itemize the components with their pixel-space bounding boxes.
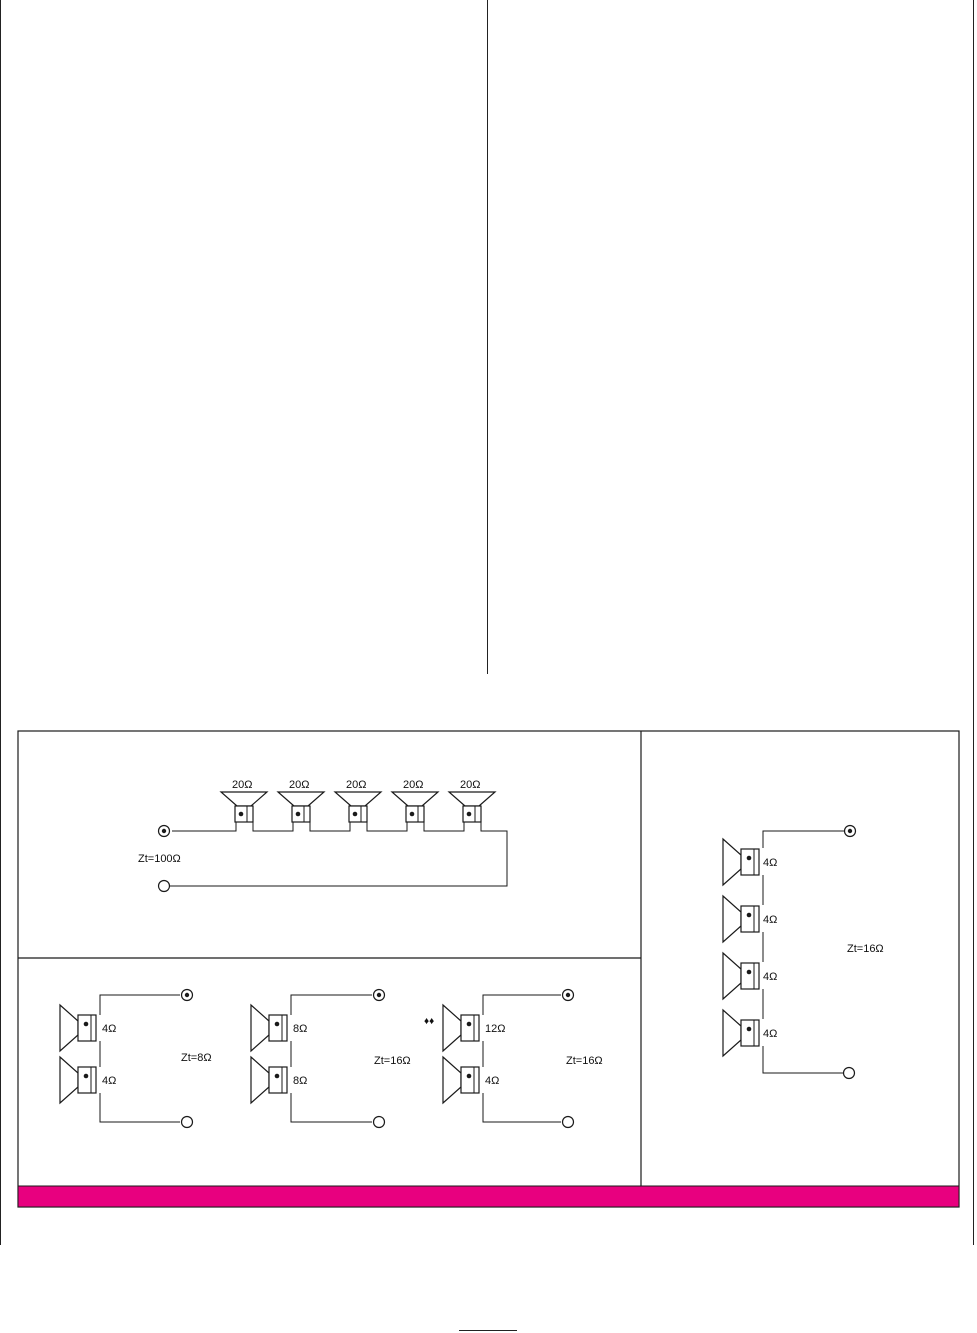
speaker-magnet xyxy=(349,806,367,822)
speaker-magnet xyxy=(235,806,253,822)
panel-pair-a xyxy=(60,990,212,1128)
speaker-impedance-label: 4Ω xyxy=(763,1028,778,1040)
speaker-icon xyxy=(723,953,777,999)
polarity-dot xyxy=(747,913,752,918)
speaker-icon xyxy=(221,779,267,822)
wire xyxy=(367,822,407,831)
speaker-impedance-label: 4Ω xyxy=(102,1023,117,1035)
speaker-icon xyxy=(723,1010,777,1056)
speaker-cone xyxy=(60,1005,78,1051)
speaker-impedance-label: 8Ω xyxy=(293,1023,308,1035)
polarity-dot xyxy=(467,1022,472,1027)
positive-terminal-dot xyxy=(377,993,381,997)
speaker-icon xyxy=(723,839,777,885)
wire xyxy=(253,822,293,831)
speaker-impedance-label: 20Ω xyxy=(460,779,481,791)
speaker-icon xyxy=(251,1057,307,1103)
polarity-dot xyxy=(84,1074,89,1079)
total-impedance-label: Zt=16Ω xyxy=(374,1055,411,1067)
speaker-impedance-label: 4Ω xyxy=(763,857,778,869)
speaker-cone xyxy=(723,896,741,942)
speaker-icon xyxy=(723,896,777,942)
negative-terminal xyxy=(844,1068,855,1079)
accent-band xyxy=(18,1186,959,1207)
speaker-cone xyxy=(221,792,267,806)
speaker-magnet xyxy=(406,806,424,822)
polarity-dot xyxy=(239,812,244,817)
polarity-dot xyxy=(467,812,472,817)
positive-terminal-dot xyxy=(848,829,852,833)
polarity-dot xyxy=(747,970,752,975)
polarity-dot xyxy=(747,1027,752,1032)
speaker-magnet xyxy=(269,1067,287,1093)
speaker-icon xyxy=(60,1005,116,1051)
speaker-impedance-label: 4Ω xyxy=(102,1075,117,1087)
speaker-icon xyxy=(278,779,324,822)
speaker-impedance-label: 20Ω xyxy=(403,779,424,791)
polarity-dot xyxy=(84,1022,89,1027)
polarity-dot xyxy=(467,1074,472,1079)
polarity-dot xyxy=(410,812,415,817)
speaker-impedance-label: 4Ω xyxy=(763,914,778,926)
speaker-magnet xyxy=(269,1015,287,1041)
speaker-magnet xyxy=(461,1067,479,1093)
wire xyxy=(483,1093,561,1122)
positive-terminal-dot xyxy=(162,829,166,833)
speaker-impedance-label: 12Ω xyxy=(485,1023,506,1035)
speaker-magnet xyxy=(292,806,310,822)
total-impedance-label: Zt=8Ω xyxy=(181,1052,212,1064)
speaker-magnet xyxy=(741,849,759,875)
page-mark xyxy=(459,1330,517,1331)
speaker-cone xyxy=(449,792,495,806)
speaker-cone xyxy=(251,1057,269,1103)
speaker-cone xyxy=(723,1010,741,1056)
wire xyxy=(291,995,372,1015)
figure-frame xyxy=(18,731,959,1207)
speaker-cone xyxy=(60,1057,78,1103)
speaker-cone xyxy=(392,792,438,806)
polarity-dot xyxy=(296,812,301,817)
speaker-magnet xyxy=(463,806,481,822)
panel-series-five-speakers xyxy=(138,779,507,892)
speaker-impedance-label: 20Ω xyxy=(232,779,253,791)
negative-terminal xyxy=(182,1117,193,1128)
speaker-impedance-label: 4Ω xyxy=(485,1075,500,1087)
speaker-cone xyxy=(723,839,741,885)
speaker-cone xyxy=(251,1005,269,1051)
speaker-magnet xyxy=(741,963,759,989)
speaker-icon xyxy=(335,779,381,822)
marker-symbol: ♦♦ xyxy=(424,1016,435,1027)
panel-pair-b xyxy=(251,990,411,1128)
speaker-impedance-label: 20Ω xyxy=(346,779,367,791)
wire xyxy=(291,1093,372,1122)
wire xyxy=(483,995,561,1015)
speaker-magnet xyxy=(741,1020,759,1046)
positive-terminal-dot xyxy=(185,993,189,997)
speaker-icon xyxy=(392,779,438,822)
speaker-cone xyxy=(443,1005,461,1051)
speaker-cone xyxy=(335,792,381,806)
wire xyxy=(310,822,350,831)
wire xyxy=(170,822,507,886)
speaker-icon xyxy=(60,1057,116,1103)
polarity-dot xyxy=(275,1074,280,1079)
polarity-dot xyxy=(275,1022,280,1027)
polarity-dot xyxy=(353,812,358,817)
total-impedance-label: Zt=16Ω xyxy=(566,1055,603,1067)
speaker-icon xyxy=(449,779,495,822)
negative-terminal xyxy=(563,1117,574,1128)
speaker-icon xyxy=(443,1005,505,1051)
speaker-cone xyxy=(443,1057,461,1103)
speaker-cone xyxy=(723,953,741,999)
speaker-impedance-label: 8Ω xyxy=(293,1075,308,1087)
speaker-magnet xyxy=(78,1015,96,1041)
polarity-dot xyxy=(747,856,752,861)
wire xyxy=(763,831,845,848)
positive-terminal-dot xyxy=(566,993,570,997)
speaker-icon xyxy=(251,1005,307,1051)
negative-terminal xyxy=(374,1117,385,1128)
speaker-impedance-label: 20Ω xyxy=(289,779,310,791)
speaker-impedance-label: 4Ω xyxy=(763,971,778,983)
wire xyxy=(100,1093,180,1122)
panel-pair-c xyxy=(424,990,603,1128)
speaker-magnet xyxy=(741,906,759,932)
speaker-magnet xyxy=(461,1015,479,1041)
speaker-magnet xyxy=(78,1067,96,1093)
panel-series-four-speakers xyxy=(723,826,884,1079)
speaker-cone xyxy=(278,792,324,806)
wire xyxy=(424,822,464,831)
total-impedance-label: Zt=100Ω xyxy=(138,853,181,865)
wire xyxy=(763,1046,843,1073)
wire xyxy=(172,822,236,831)
speaker-icon xyxy=(443,1057,499,1103)
wire xyxy=(100,995,180,1015)
total-impedance-label: Zt=16Ω xyxy=(847,943,884,955)
negative-terminal xyxy=(159,881,170,892)
